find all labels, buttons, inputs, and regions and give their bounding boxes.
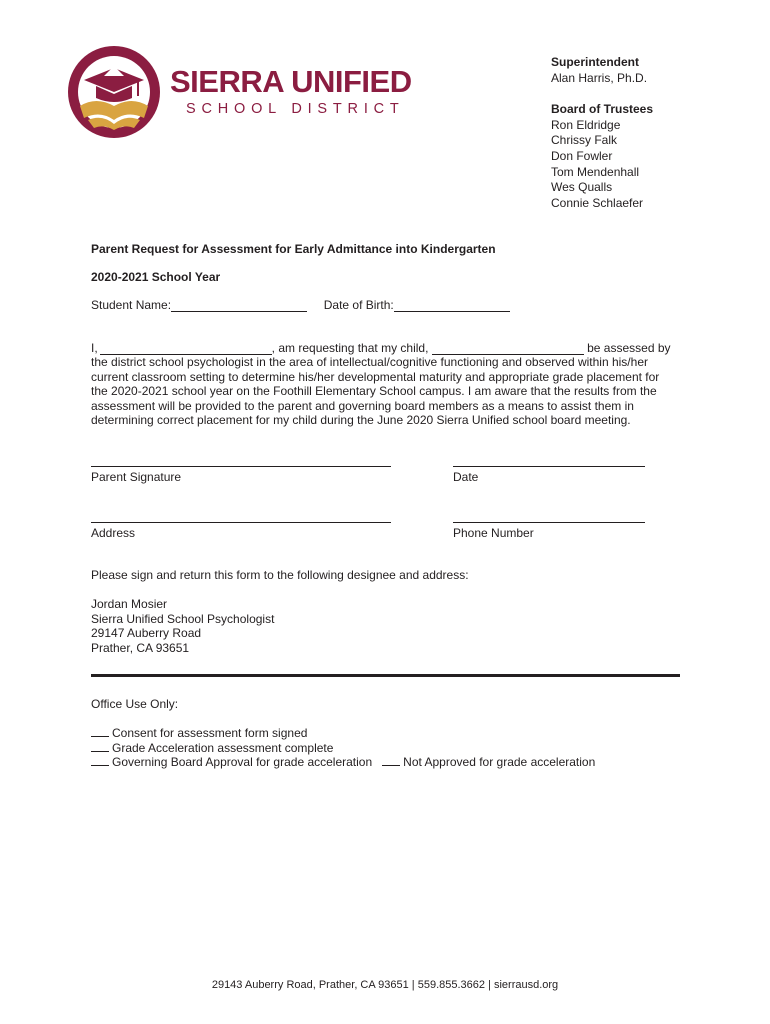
- administration-block: [551, 55, 653, 211]
- phone-label: Phone Number: [453, 526, 534, 540]
- trustee-name: Wes Qualls: [551, 180, 613, 195]
- superintendent-name: Alan Harris, Ph.D.: [551, 70, 648, 85]
- designee-address: [91, 597, 274, 655]
- trustee-name: Chrissy Falk: [551, 133, 618, 148]
- grade-accel-label: Grade Acceleration assessment complete: [112, 740, 334, 755]
- paragraph-first-line: [91, 341, 685, 355]
- school-year: 2020-2021 School Year: [91, 270, 221, 284]
- trustee-name: Tom Mendenhall: [551, 164, 640, 179]
- parent-name-field[interactable]: [100, 343, 272, 355]
- designee-street: 29147 Auberry Road: [91, 626, 202, 641]
- designee-city: Prather, CA 93651: [91, 640, 190, 655]
- designee-name: Jordan Mosier: [91, 597, 168, 611]
- board-heading: Board of Trustees: [551, 102, 654, 117]
- parent-signature-field[interactable]: [91, 466, 391, 467]
- graduation-cap-emblem-icon: [66, 44, 162, 140]
- date-label: Date: [453, 470, 479, 484]
- paragraph-line: current classroom setting to determine his/her developmental maturity and appropriate grade placement for: [91, 369, 660, 384]
- form-title: Parent Request for Assessment for Early Admittance into Kindergarten: [91, 242, 496, 256]
- section-divider: [91, 674, 680, 677]
- not-approved-blank[interactable]: [382, 756, 400, 766]
- dob-label: Date of Birth:: [323, 298, 394, 312]
- consent-label: Consent for assessment form signed: [112, 726, 308, 740]
- consent-blank[interactable]: [91, 727, 109, 737]
- para-prefix: I,: [91, 341, 98, 355]
- trustee-name: Connie Schlaefer: [551, 195, 644, 210]
- board-approval-label: Governing Board Approval for grade acceleration: [112, 755, 373, 770]
- return-instructions: Please sign and return this form to the following designee and address:: [91, 568, 469, 582]
- superintendent-heading: Superintendent: [551, 55, 640, 69]
- checklist-item: [91, 741, 595, 756]
- para-end: be assessed by: [587, 341, 671, 355]
- trustee-name: Ron Eldridge: [551, 117, 621, 132]
- parent-signature-label: Parent Signature: [91, 470, 182, 484]
- date-field[interactable]: [453, 466, 645, 467]
- office-checklist: [91, 726, 595, 770]
- dob-field[interactable]: [394, 300, 510, 312]
- paragraph-line: assessment will be provided to the parent and governing board members as a means to assist them in: [91, 398, 634, 413]
- para-mid: , am requesting that my child,: [271, 341, 429, 355]
- student-info-row: [91, 298, 510, 312]
- paragraph-line: determining correct placement for my child during the June 2020 Sierra Unified school board meeting.: [91, 413, 631, 428]
- page-footer: 29143 Auberry Road, Prather, CA 93651 | 559.855.3662 | sierrausd.org: [211, 979, 559, 991]
- grade-accel-blank[interactable]: [91, 742, 109, 752]
- district-name: SIERRA UNIFIED: [170, 64, 412, 99]
- checklist-item: [91, 726, 595, 741]
- child-name-field[interactable]: [432, 343, 584, 355]
- student-name-field[interactable]: [171, 300, 307, 312]
- address-label: Address: [91, 526, 136, 540]
- paragraph-line: the district school psychologist in the area of intellectual/cognitive functioning and observed within his/her: [91, 355, 648, 370]
- trustee-name: Don Fowler: [551, 148, 613, 163]
- designee-title: Sierra Unified School Psychologist: [91, 611, 275, 626]
- request-paragraph: [91, 341, 685, 427]
- student-name-label: Student Name:: [91, 298, 172, 312]
- district-logo: [66, 44, 412, 140]
- phone-field[interactable]: [453, 522, 645, 523]
- board-approval-blank[interactable]: [91, 756, 109, 766]
- checklist-item: [91, 755, 595, 770]
- address-field[interactable]: [91, 522, 391, 523]
- not-approved-label: Not Approved for grade acceleration: [403, 755, 596, 770]
- district-subtitle: SCHOOL DISTRICT: [186, 101, 405, 117]
- paragraph-line: the 2020-2021 school year on the Foothill Elementary School campus. I am aware that the results from the: [91, 384, 657, 399]
- office-use-heading: Office Use Only:: [91, 697, 179, 711]
